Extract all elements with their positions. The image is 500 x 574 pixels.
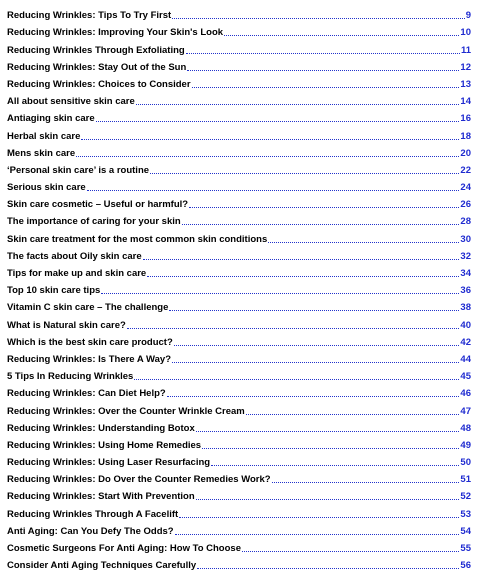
toc-entry-title: ‘Personal skin care’ is a routine	[7, 164, 150, 176]
toc-entry[interactable]	[7, 73, 471, 90]
toc-entry-title: Which is the best skin care product?	[7, 336, 173, 348]
dot-leader	[187, 70, 459, 71]
toc-entry-title: Cosmetic Surgeons For Anti Aging: How To Choose	[7, 543, 241, 554]
toc-entry-page-number: 34	[460, 268, 471, 279]
toc-entry-page-number: 42	[460, 336, 471, 348]
toc-entry-page-number: 51	[460, 474, 471, 486]
toc-entry-title: Anti Aging: Can You Defy The Odds?	[7, 525, 174, 537]
dot-leader	[242, 551, 459, 552]
toc-entry-page-number: 32	[460, 250, 471, 262]
dot-leader	[150, 173, 459, 174]
dot-leader	[268, 242, 459, 243]
toc-entry[interactable]	[7, 279, 471, 296]
dot-leader	[172, 18, 465, 19]
toc-entry-title: Herbal skin care	[7, 130, 81, 142]
toc-entry-page-number: 26	[460, 199, 471, 211]
dot-leader	[192, 87, 460, 88]
toc-entry[interactable]	[7, 417, 471, 434]
toc-entry[interactable]	[7, 554, 471, 571]
toc-entry[interactable]	[7, 38, 471, 55]
toc-entry-title: Vitamin C skin care – The challenge	[7, 302, 169, 314]
toc-entry[interactable]	[7, 537, 471, 554]
toc-entry-page-number: 45	[460, 371, 471, 383]
toc-entry[interactable]	[7, 382, 471, 399]
toc-entry-title: Skin care treatment for the most common skin conditions	[7, 233, 268, 245]
toc-entry[interactable]	[7, 210, 471, 227]
toc-entry-title: The facts about Oily skin care	[7, 250, 142, 262]
toc-entry-title: Antiaging skin care	[7, 113, 95, 125]
toc-entry-page-number: 12	[460, 61, 471, 73]
table-of-contents	[7, 4, 471, 571]
toc-entry[interactable]	[7, 159, 471, 176]
toc-entry-title: Reducing Wrinkles: Improving Your Skin's Look	[7, 27, 224, 39]
dot-leader	[127, 328, 460, 329]
dot-leader	[202, 448, 459, 449]
toc-entry-title: Reducing Wrinkles: Using Laser Resurfacing	[7, 457, 211, 469]
toc-entry-title: Reducing Wrinkles: Over the Counter Wrinkle Cream	[7, 405, 245, 417]
toc-entry-page-number: 47	[460, 405, 471, 417]
toc-entry[interactable]	[7, 21, 471, 38]
toc-entry[interactable]	[7, 520, 471, 537]
dot-leader	[136, 104, 460, 105]
toc-entry-title: Skin care cosmetic – Useful or harmful?	[7, 199, 189, 211]
toc-entry-page-number: 40	[460, 319, 471, 331]
toc-entry[interactable]	[7, 468, 471, 485]
toc-entry-page-number: 13	[460, 78, 471, 90]
dot-leader	[169, 310, 459, 311]
toc-entry[interactable]	[7, 502, 471, 519]
dot-leader	[174, 345, 460, 346]
toc-entry-title: Mens skin care	[7, 147, 76, 159]
toc-entry[interactable]	[7, 193, 471, 210]
dot-leader	[76, 156, 459, 157]
toc-entry-title: Reducing Wrinkles: Choices to Consider	[7, 78, 191, 90]
toc-entry[interactable]	[7, 399, 471, 416]
dot-leader	[167, 396, 460, 397]
dot-leader	[272, 482, 460, 483]
dot-leader	[87, 190, 460, 191]
dot-leader	[197, 568, 459, 569]
dot-leader	[196, 499, 460, 500]
toc-entry-page-number: 54	[460, 525, 471, 537]
toc-entry[interactable]	[7, 4, 471, 21]
toc-entry[interactable]	[7, 107, 471, 124]
toc-entry-title: The importance of caring for your skin	[7, 216, 181, 228]
dot-leader	[186, 53, 460, 54]
toc-entry-page-number: 18	[460, 130, 471, 142]
toc-entry-page-number: 20	[460, 147, 471, 159]
toc-entry-page-number: 9	[465, 10, 471, 22]
toc-entry-page-number: 46	[460, 388, 471, 400]
toc-entry-title: What is Natural skin care?	[7, 319, 126, 331]
toc-entry-title: Reducing Wrinkles Through Exfoliating	[7, 44, 185, 56]
toc-entry-page-number: 10	[460, 27, 471, 39]
toc-entry-page-number: 24	[460, 182, 471, 194]
toc-entry-title: Reducing Wrinkles: Tips To Try First	[7, 10, 172, 22]
toc-entry-page-number: 49	[460, 439, 471, 451]
toc-entry-title: Reducing Wrinkles: Understanding Botox	[7, 422, 195, 434]
toc-entry-title: Consider Anti Aging Techniques Carefully	[7, 560, 197, 572]
dot-leader	[179, 517, 459, 518]
toc-entry-page-number: 56	[460, 560, 471, 572]
dot-leader	[172, 362, 459, 363]
toc-entry[interactable]	[7, 124, 471, 141]
toc-entry-title: Reducing Wrinkles Through A Facelift	[7, 508, 179, 520]
toc-entry-title: Reducing Wrinkles: Stay Out of the Sun	[7, 61, 187, 73]
toc-entry-page-number: 53	[460, 508, 471, 520]
toc-entry[interactable]	[7, 262, 471, 279]
toc-entry[interactable]	[7, 56, 471, 73]
dot-leader	[182, 224, 460, 225]
toc-entry-title: Tips for make up and skin care	[7, 268, 147, 279]
toc-entry[interactable]	[7, 142, 471, 159]
dot-leader	[101, 293, 459, 294]
dot-leader	[211, 465, 459, 466]
dot-leader	[147, 276, 459, 277]
toc-entry-title: Reducing Wrinkles: Is There A Way?	[7, 353, 171, 365]
dot-leader	[196, 431, 460, 432]
dot-leader	[81, 139, 459, 140]
toc-entry-page-number: 44	[460, 353, 471, 365]
toc-entry-page-number: 14	[460, 96, 471, 108]
toc-entry-page-number: 16	[460, 113, 471, 125]
dot-leader	[175, 534, 460, 535]
toc-entry[interactable]	[7, 227, 471, 244]
toc-entry-page-number: 48	[460, 422, 471, 434]
dot-leader	[96, 121, 460, 122]
toc-entry[interactable]	[7, 451, 471, 468]
toc-entry-page-number: 36	[460, 285, 471, 297]
toc-entry[interactable]	[7, 245, 471, 262]
dot-leader	[143, 259, 460, 260]
toc-entry-title: Reducing Wrinkles: Do Over the Counter Remedies Work?	[7, 474, 271, 486]
toc-entry-page-number: 38	[460, 302, 471, 314]
toc-entry[interactable]	[7, 90, 471, 107]
toc-entry-title: Reducing Wrinkles: Can Diet Help?	[7, 388, 166, 400]
dot-leader	[224, 35, 459, 36]
toc-entry[interactable]	[7, 434, 471, 451]
toc-entry[interactable]	[7, 313, 471, 330]
toc-entry-page-number: 50	[460, 457, 471, 469]
toc-entry-title: Reducing Wrinkles: Using Home Remedies	[7, 439, 202, 451]
toc-entry-title: Reducing Wrinkles: Start With Prevention	[7, 491, 195, 503]
toc-entry-page-number: 22	[460, 164, 471, 176]
toc-entry-title: All about sensitive skin care	[7, 96, 135, 108]
toc-entry[interactable]	[7, 485, 471, 502]
toc-entry-page-number: 30	[460, 233, 471, 245]
dot-leader	[189, 207, 459, 208]
dot-leader	[134, 379, 459, 380]
toc-entry-page-number: 28	[460, 216, 471, 228]
toc-entry-page-number: 52	[460, 491, 471, 503]
toc-entry[interactable]	[7, 365, 471, 382]
toc-entry[interactable]	[7, 296, 471, 313]
toc-entry[interactable]	[7, 348, 471, 365]
toc-entry[interactable]	[7, 331, 471, 348]
toc-entry[interactable]	[7, 176, 471, 193]
toc-entry-page-number: 11	[460, 44, 471, 56]
toc-entry-title: Serious skin care	[7, 182, 86, 194]
toc-entry-title: Top 10 skin care tips	[7, 285, 101, 297]
dot-leader	[246, 414, 460, 415]
toc-entry-title: 5 Tips In Reducing Wrinkles	[7, 371, 134, 383]
toc-entry-page-number: 55	[460, 543, 471, 554]
